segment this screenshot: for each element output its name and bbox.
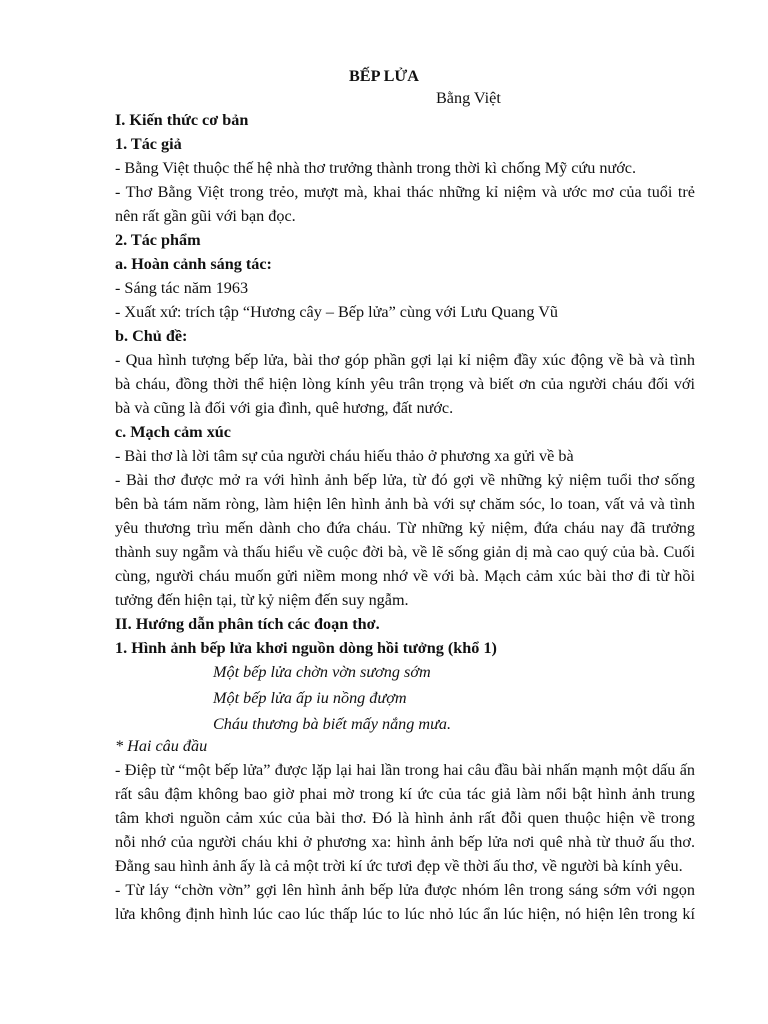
paragraph-line: lửa không định hình lúc cao lúc thấp lúc to lúc nhỏ lúc ẩn lúc hiện, nó hiện lên trong kí <box>115 905 695 923</box>
subsection-heading: 1. Hình ảnh bếp lửa khơi nguồn dòng hồi tưởng (khổ 1) <box>115 639 497 657</box>
section-heading: I. Kiến thức cơ bản <box>115 111 249 129</box>
paragraph-line: - Thơ Bằng Việt trong trẻo, mượt mà, khai thác những kỉ niệm và ước mơ của tuổi trẻ <box>115 183 695 201</box>
paragraph-line: - Xuất xứ: trích tập “Hương cây – Bếp lửa” cùng với Lưu Quang Vũ <box>115 303 559 321</box>
subsection-heading: a. Hoàn cảnh sáng tác: <box>115 255 272 273</box>
paragraph-line: cùng, người cháu muốn gửi niềm mong nhớ về với bà. Mạch cảm xúc bài thơ đi từ hồi <box>115 567 695 585</box>
paragraph-line: yêu thương trìu mến dành cho đứa cháu. Từ những kỷ niệm, đứa cháu nay đã trưởng <box>115 519 695 537</box>
paragraph-line: tâm khơi nguồn cảm xúc của bài thơ. Đó là hình ảnh rất đỗi quen thuộc hiện về trong <box>115 809 695 827</box>
paragraph-line: - Bài thơ là lời tâm sự của người cháu hiếu thảo ở phương xa gửi về bà <box>115 447 574 465</box>
poem-line: Một bếp lửa chờn vờn sương sớm <box>213 663 431 681</box>
paragraph-line: nỗi nhớ của người cháu khi ở phương xa: hình ảnh bếp lửa nơi quê nhà từ thuở ấu thơ. <box>115 833 695 851</box>
paragraph-line: - Qua hình tượng bếp lửa, bài thơ góp phần gợi lại kỉ niệm đầy xúc động về bà và tình <box>115 351 695 369</box>
paragraph-line: bà và cũng là đối với gia đình, quê hương, đất nước. <box>115 399 454 417</box>
paragraph-line: bà cháu, đồng thời thể hiện lòng kính yêu trân trọng và biết ơn của người cháu đối với <box>115 375 695 393</box>
paragraph-line: bên bà tám năm ròng, làm hiện lên hình ảnh bà với sự chăm sóc, lo toan, vất vả và tình <box>115 495 695 513</box>
paragraph-line: - Bằng Việt thuộc thế hệ nhà thơ trưởng thành trong thời kì chống Mỹ cứu nước. <box>115 159 636 177</box>
paragraph-line: - Điệp từ “một bếp lửa” được lặp lại hai lần trong hai câu đầu bài nhấn mạnh một dấu ấn <box>115 761 695 779</box>
subsection-heading: 1. Tác giả <box>115 135 182 153</box>
document-author: Bằng Việt <box>436 89 501 107</box>
poem-line: Cháu thương bà biết mấy nắng mưa. <box>213 715 452 733</box>
paragraph-line: - Từ láy “chờn vờn” gợi lên hình ảnh bếp lửa được nhóm lên trong sáng sớm với ngọn <box>115 881 695 899</box>
paragraph-line: - Bài thơ được mở ra với hình ảnh bếp lửa, từ đó gợi về những kỷ niệm tuổi thơ sống <box>115 471 695 489</box>
paragraph-line: - Sáng tác năm 1963 <box>115 279 249 297</box>
paragraph-line: thành suy ngẫm và thấu hiểu về cuộc đời bà, về lẽ sống giản dị mà cao quý của bà. Cuối <box>115 543 695 561</box>
paragraph-line: Đằng sau hình ảnh ấy là cả một trời kí ức tươi đẹp về thời ấu thơ, về người bà kính yêu. <box>115 857 683 875</box>
subsection-heading: b. Chủ đề: <box>115 327 188 345</box>
note-heading: * Hai câu đầu <box>115 737 208 755</box>
paragraph-line: rất sâu đậm không bao giờ phai mờ trong kí ức của tác giả làm nổi bật hình ảnh trung <box>115 785 695 803</box>
subsection-heading: c. Mạch cảm xúc <box>115 423 231 441</box>
section-heading: II. Hướng dẫn phân tích các đoạn thơ. <box>115 615 380 633</box>
poem-line: Một bếp lửa ấp iu nồng đượm <box>213 689 407 707</box>
document-title: BẾP LỬA <box>348 67 419 85</box>
paragraph-line: tưởng đến hiện tại, từ kỷ niệm đến suy ngẫm. <box>115 591 409 609</box>
paragraph-line: nên rất gần gũi với bạn đọc. <box>115 207 296 225</box>
subsection-heading: 2. Tác phẩm <box>115 231 201 249</box>
